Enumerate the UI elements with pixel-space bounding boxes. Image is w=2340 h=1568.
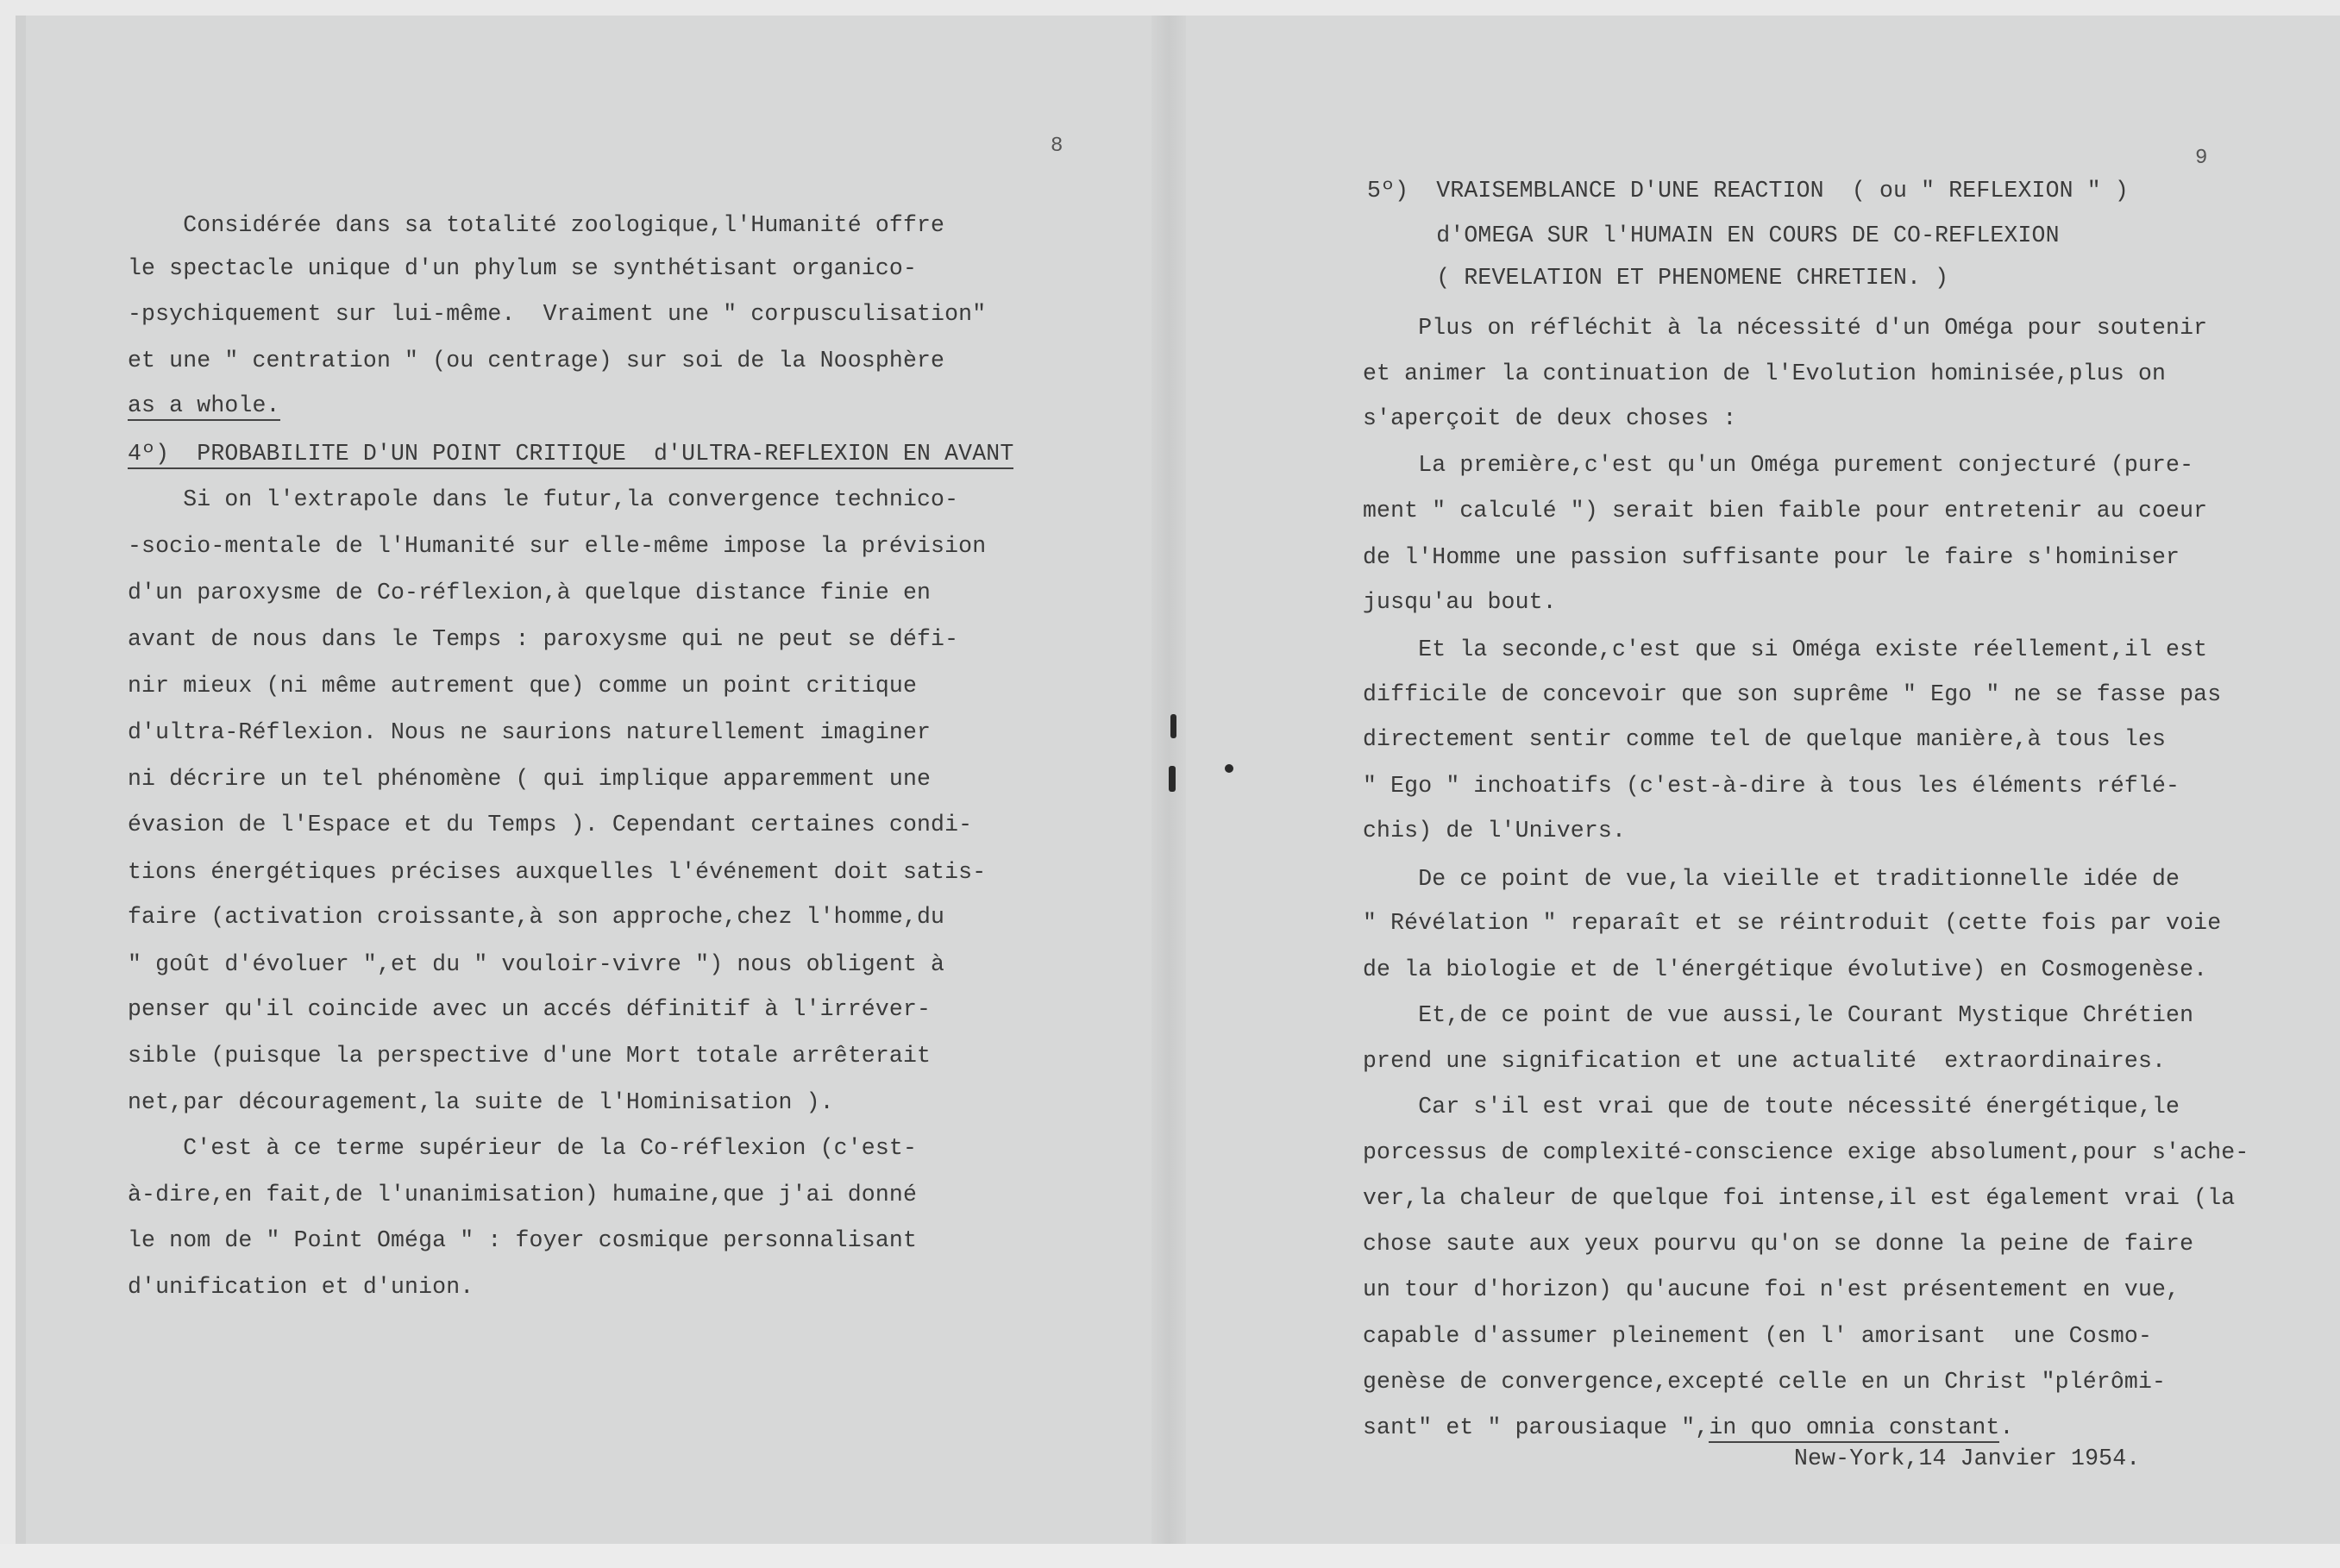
text-line: avant de nous dans le Temps : paroxysme qui ne peut se défi-	[128, 626, 959, 652]
text-line: et animer la continuation de l'Evolution hominisée,plus on	[1363, 361, 2167, 386]
text-line: Et la seconde,c'est que si Oméga existe réellement,il est	[1363, 637, 2208, 662]
staple-mark-bottom	[1169, 766, 1176, 792]
text-line: tions énergétiques précises auxquelles l'événement doit satis-	[128, 859, 987, 885]
text-line: De ce point de vue,la vieille et traditionnelle idée de	[1363, 866, 2180, 892]
text-line: net,par découragement,la suite de l'Hominisation ).	[128, 1089, 834, 1115]
text-line: faire (activation croissante,à son approche,chez l'homme,du	[128, 904, 945, 930]
text-line: -psychiquement sur lui-même. Vraiment une " corpusculisation"	[128, 301, 987, 327]
text-final-end: .	[1999, 1414, 2014, 1440]
text-line: de l'Homme une passion suffisante pour le faire s'hominiser	[1363, 544, 2180, 570]
text-line: ver,la chaleur de quelque foi intense,il est également vrai (la	[1363, 1185, 2236, 1211]
scan-background	[0, 1544, 2340, 1568]
text-line: La première,c'est qu'un Oméga purement conjecturé (pure-	[1363, 452, 2194, 478]
page-number-left: 8	[1051, 135, 1063, 158]
text-line: sible (puisque la perspective d'une Mort totale arrêterait	[128, 1043, 932, 1069]
text-line: " Révélation " reparaît et se réintroduit (cette fois par voie	[1363, 910, 2222, 936]
text-line: difficile de concevoir que son suprême " Ego " ne se fasse pas	[1363, 681, 2222, 707]
text-line: d'ultra-Réflexion. Nous ne saurions naturellement imaginer	[128, 719, 932, 745]
text-line: jusqu'au bout.	[1363, 589, 1557, 615]
text-line: le spectacle unique d'un phylum se synthétisant organico-	[128, 255, 917, 281]
ink-dot	[1225, 764, 1233, 773]
text-line: Si on l'extrapole dans le futur,la convergence technico-	[128, 486, 959, 512]
text-line-underlined: as a whole.	[128, 392, 280, 421]
text-line: ni décrire un tel phénomène ( qui implique apparemment une	[128, 766, 932, 792]
text-line: et une " centration " (ou centrage) sur soi de la Noosphère	[128, 348, 945, 373]
text-line: penser qu'il coincide avec un accés définitif à l'irréver-	[128, 996, 932, 1022]
text-line: de la biologie et de l'énergétique évolutive) en Cosmogenèse.	[1363, 956, 2208, 982]
text-line: " Ego " inchoatifs (c'est-à-dire à tous les éléments réflé-	[1363, 773, 2180, 799]
text-line: genèse de convergence,excepté celle en un Christ "plérômi-	[1363, 1369, 2167, 1395]
page-edge	[16, 16, 26, 1544]
text-line: d'unification et d'union.	[128, 1274, 474, 1300]
text-line: le nom de " Point Oméga " : foyer cosmique personnalisant	[128, 1227, 917, 1253]
section-heading-5: 5º) VRAISEMBLANCE D'UNE REACTION ( ou " REFLEXION " )	[1367, 178, 2129, 204]
text-line: Plus on réfléchit à la nécessité d'un Oméga pour soutenir	[1363, 315, 2208, 341]
text-line: Considérée dans sa totalité zoologique,l'Humanité offre	[128, 212, 945, 238]
text-line: ment " calculé ") serait bien faible pour entretenir au coeur	[1363, 498, 2208, 524]
text-line: prend une signification et une actualité extraordinaires.	[1363, 1048, 2167, 1074]
section-heading-5-line3: ( REVELATION ET PHENOMENE CHRETIEN. )	[1367, 265, 1949, 291]
text-line: directement sentir comme tel de quelque manière,à tous les	[1363, 726, 2167, 752]
section-heading-5-line2: d'OMEGA SUR l'HUMAIN EN COURS DE CO-REFLEXION	[1367, 223, 2060, 248]
text-line: d'un paroxysme de Co-réflexion,à quelque distance finie en	[128, 580, 932, 605]
text-line: un tour d'horizon) qu'aucune foi n'est présentement en vue,	[1363, 1276, 2180, 1302]
signature-date: New-York,14 Janvier 1954.	[1794, 1446, 2141, 1471]
text-line: C'est à ce terme supérieur de la Co-réflexion (c'est-	[128, 1135, 917, 1161]
text-line: à-dire,en fait,de l'unanimisation) humaine,que j'ai donné	[128, 1182, 917, 1207]
text-line: porcessus de complexité-conscience exige absolument,pour s'ache-	[1363, 1139, 2249, 1165]
section-heading-4: 4º) PROBABILITE D'UN POINT CRITIQUE d'ULTRA-REFLEXION EN AVANT	[128, 441, 1013, 469]
text-line-final	[1363, 1414, 2014, 1440]
text-line: Et,de ce point de vue aussi,le Courant Mystique Chrétien	[1363, 1002, 2194, 1028]
text-line: " goût d'évoluer ",et du " vouloir-vivre ") nous obligent à	[128, 951, 945, 977]
text-line: chose saute aux yeux pourvu qu'on se donne la peine de faire	[1363, 1231, 2194, 1257]
text-line: Car s'il est vrai que de toute nécessité énergétique,le	[1363, 1094, 2180, 1120]
text-line: -socio-mentale de l'Humanité sur elle-même impose la prévision	[128, 533, 987, 559]
page-number-right: 9	[2195, 147, 2208, 170]
text-line: s'aperçoit de deux choses :	[1363, 405, 1737, 431]
text-line: chis) de l'Univers.	[1363, 818, 1626, 844]
staple-mark-top	[1170, 714, 1176, 738]
text-line: évasion de l'Espace et du Temps ). Cependant certaines condi-	[128, 812, 973, 837]
text-line: capable d'assumer pleinement (en l' amorisant une Cosmo-	[1363, 1323, 2152, 1349]
text-final-start: sant" et " parousiaque ",	[1363, 1414, 1710, 1440]
latin-quote-underlined: in quo omnia constant	[1709, 1414, 1999, 1443]
text-line: nir mieux (ni même autrement que) comme un point critique	[128, 673, 917, 699]
